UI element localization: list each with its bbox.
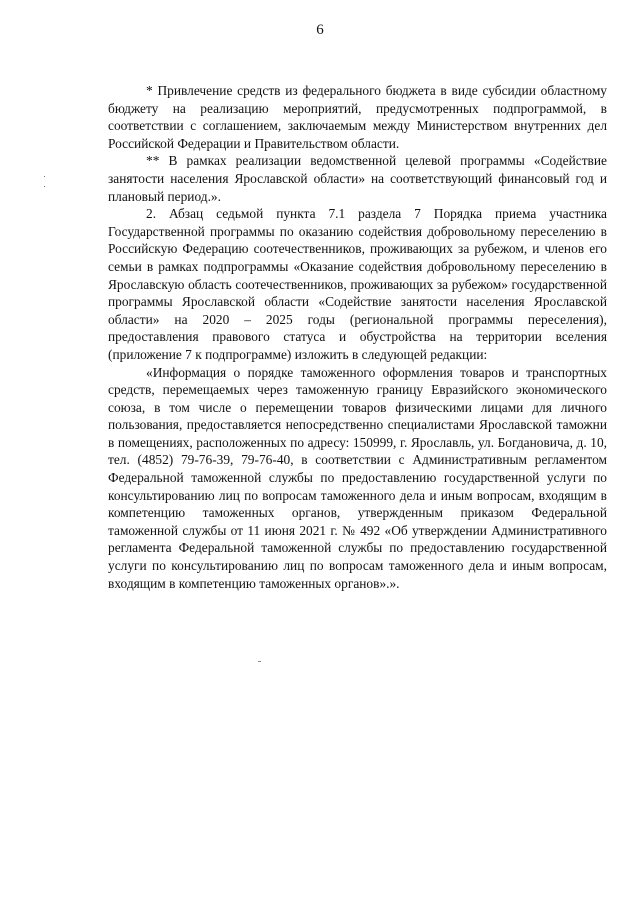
margin-mark xyxy=(44,186,45,187)
paragraph-customs-info: «Информация о порядке таможенного оформления товаров и транспортных средств, перемещаемых через таможенную границу Евразийского экономического союза, в том числе о перемещении товаров физическими лицами для личного пользования, предоставляется непосредственно специалистами Ярославской таможни в помещениях, расположенных по адресу: 150999, г. Ярославль, ул. Богдановича, д. 10, тел. (4852) 79-76-39, 79-76-40, в соответствии с Административным регламентом Федеральной таможенной службы по предоставлению государственной услуги по консультированию лиц по вопросам таможенного дела и иным вопросам, входящим в компетенцию таможенных органов, утвержденным приказом Федеральной таможенной службы от 11 июня 2021 г. № 492 «Об утверждении Административного регламента Федеральной таможенной службы по предоставлению государственной услуги по консультированию лиц по вопросам таможенного дела и иным вопросам, входящим в компетенцию таможенных органов».». xyxy=(108,364,607,591)
paragraph-amendment: 2. Абзац седьмой пункта 7.1 раздела 7 Порядка приема участника Государственной программы по оказанию содействия добровольному переселению в Российскую Федерацию соотечественников, проживающих за рубежом, и членов его семьи в рамках подпрограммы «Оказание содействия добровольному переселению в Ярославскую область соотечественников, проживающих за рубежом» государственной программы Ярославской области «Содействие занятости населения Ярославской области» на 2020 – 2025 годы (региональной программы переселения), предоставления правового статуса и обустройства на территории вселения (приложение 7 к подпрограмме) изложить в следующей редакции: xyxy=(108,206,607,362)
margin-mark xyxy=(44,176,45,177)
footnote-federal-budget: * Привлечение средств из федерального бюджета в виде субсидии областному бюджету на реализацию мероприятий, предусмотренных подпрограммой, в соответствии с соглашением, заключаемым между Министерством внутренних дел Российской Федерации и Правительством области. xyxy=(108,83,607,151)
page-number: 6 xyxy=(316,22,324,38)
scan-artifact xyxy=(258,661,261,662)
document-body xyxy=(108,82,607,592)
footnote-employment-program: ** В рамках реализации ведомственной целевой программы «Содействие занятости населения Ярославской области» на соответствующий финансовый год и плановый период.». xyxy=(108,153,607,204)
